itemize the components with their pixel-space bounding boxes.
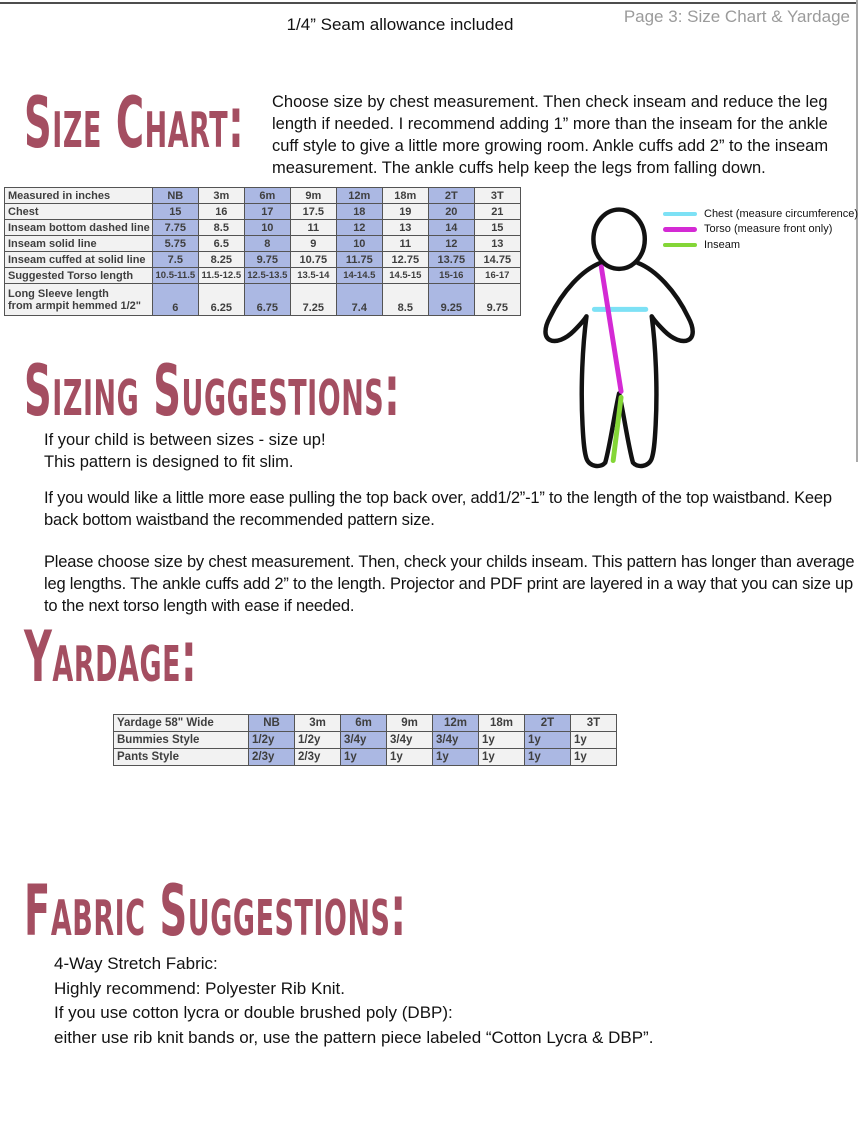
- chest-line-swatch: [663, 212, 697, 217]
- value-cell: 9.75: [244, 252, 290, 268]
- value-cell: 13: [474, 236, 520, 252]
- table-title-cell: Yardage 58" Wide: [114, 715, 249, 732]
- size-header-cell: 9m: [387, 715, 433, 732]
- value-cell: 13.75: [428, 252, 474, 268]
- value-cell: 1y: [479, 732, 525, 749]
- row-label-cell: Pants Style: [114, 749, 249, 766]
- table-row: [114, 732, 617, 749]
- value-cell: 1y: [525, 749, 571, 766]
- size-header-cell: 3m: [198, 188, 244, 204]
- size-header-cell: 18m: [382, 188, 428, 204]
- value-cell: 6: [152, 284, 198, 316]
- value-cell: 6.5: [198, 236, 244, 252]
- value-cell: 8.25: [198, 252, 244, 268]
- value-cell: 11: [382, 236, 428, 252]
- table-row: [5, 220, 521, 236]
- value-cell: 13.5-14: [290, 268, 336, 284]
- torso-line-swatch: [663, 227, 697, 232]
- value-cell: 9.25: [428, 284, 474, 316]
- fabric-suggestion-line: 4-Way Stretch Fabric:: [54, 954, 218, 973]
- size-header-cell: 12m: [433, 715, 479, 732]
- value-cell: 14.75: [474, 252, 520, 268]
- value-cell: 15-16: [428, 268, 474, 284]
- legend-label: Inseam: [704, 238, 741, 251]
- sizing-paragraph-choose: Please choose size by chest measurement. Then, check your childs inseam. This pattern has longer than average leg lengths. The ankle cuffs add 2” to the length. Projector and PDF print are layered in a way that you can size up to the next torso length with ease if needed.: [44, 553, 855, 615]
- value-cell: 7.75: [152, 220, 198, 236]
- sizing-tip-line-1: If your child is between sizes - size up!: [44, 431, 326, 449]
- legend-item-inseam: [663, 237, 858, 253]
- table-row: [5, 236, 521, 252]
- row-label-cell: Inseam bottom dashed line: [5, 220, 153, 236]
- value-cell: 18: [336, 204, 382, 220]
- value-cell: 12: [428, 236, 474, 252]
- size-header-cell: 3T: [474, 188, 520, 204]
- yardage-table: [113, 714, 617, 766]
- page-number-label: Page 3: Size Chart & Yardage: [623, 7, 850, 26]
- value-cell: 1y: [387, 749, 433, 766]
- value-cell: 10: [336, 236, 382, 252]
- size-header-cell: 12m: [336, 188, 382, 204]
- row-label-cell: Inseam solid line: [5, 236, 153, 252]
- value-cell: 1/2y: [249, 732, 295, 749]
- inseam-line-swatch: [663, 243, 697, 248]
- table-header-row: [114, 715, 617, 732]
- value-cell: 1/2y: [295, 732, 341, 749]
- table-header-row: [5, 188, 521, 204]
- legend-label: Torso (measure front only): [704, 223, 833, 236]
- size-header-cell: 3T: [571, 715, 617, 732]
- value-cell: 17.5: [290, 204, 336, 220]
- legend-item-torso: [663, 222, 858, 238]
- sizing-suggestions-heading: Sizing Suggestions:: [24, 350, 401, 432]
- size-header-cell: 18m: [479, 715, 525, 732]
- top-border-rule: [0, 2, 857, 4]
- size-chart-heading: Size Chart:: [24, 82, 245, 164]
- fabric-suggestion-line: either use rib knit bands or, use the pattern piece labeled “Cotton Lycra & DBP”.: [54, 1027, 654, 1047]
- diagram-legend: [663, 206, 858, 253]
- value-cell: 1y: [479, 749, 525, 766]
- value-cell: 20: [428, 204, 474, 220]
- value-cell: 8: [244, 236, 290, 252]
- size-header-cell: NB: [152, 188, 198, 204]
- value-cell: 15: [474, 220, 520, 236]
- row-label-cell: Inseam cuffed at solid line: [5, 252, 153, 268]
- size-header-cell: 2T: [525, 715, 571, 732]
- yardage-heading: Yardage:: [24, 616, 198, 698]
- row-label-cell: Bummies Style: [114, 732, 249, 749]
- figure-head: [593, 210, 644, 269]
- size-header-cell: 2T: [428, 188, 474, 204]
- size-header-cell: 9m: [290, 188, 336, 204]
- value-cell: 9: [290, 236, 336, 252]
- table-row: [5, 204, 521, 220]
- value-cell: 9.75: [474, 284, 520, 316]
- value-cell: 7.4: [336, 284, 382, 316]
- value-cell: 1y: [433, 749, 479, 766]
- value-cell: 2/3y: [249, 749, 295, 766]
- value-cell: 1y: [341, 749, 387, 766]
- size-header-cell: NB: [249, 715, 295, 732]
- value-cell: 14: [428, 220, 474, 236]
- row-label-cell: Suggested Torso length: [5, 268, 153, 284]
- value-cell: 21: [474, 204, 520, 220]
- table-row: [5, 252, 521, 268]
- value-cell: 1y: [571, 732, 617, 749]
- value-cell: 17: [244, 204, 290, 220]
- value-cell: 10: [244, 220, 290, 236]
- size-header-cell: 6m: [244, 188, 290, 204]
- sizing-paragraph-ease: If you would like a little more ease pulling the top back over, add1/2”-1” to the length of the top waistband. Keep back bottom waistband the recommended pattern size.: [44, 489, 832, 529]
- value-cell: 5.75: [152, 236, 198, 252]
- value-cell: 15: [152, 204, 198, 220]
- value-cell: 12.75: [382, 252, 428, 268]
- fabric-suggestion-line: Highly recommend: Polyester Rib Knit.: [54, 978, 346, 998]
- size-chart-intro: Choose size by chest measurement. Then check inseam and reduce the leg length if needed. I recommend adding 1” more than the inseam for the ankle cuff style to give a little more growing room. Ankle cuffs add 2” to the inseam measurement. The ankle cuffs help keep the legs from falling down.: [272, 93, 829, 177]
- size-header-cell: 3m: [295, 715, 341, 732]
- table-row: [5, 268, 521, 284]
- value-cell: 10.75: [290, 252, 336, 268]
- fabric-suggestions-text: [54, 952, 844, 1050]
- value-cell: 16-17: [474, 268, 520, 284]
- value-cell: 7.5: [152, 252, 198, 268]
- value-cell: 1y: [571, 749, 617, 766]
- value-cell: 3/4y: [341, 732, 387, 749]
- value-cell: 10.5-11.5: [152, 268, 198, 284]
- value-cell: 16: [198, 204, 244, 220]
- value-cell: 8.5: [198, 220, 244, 236]
- value-cell: 6.25: [198, 284, 244, 316]
- row-label-cell: Chest: [5, 204, 153, 220]
- value-cell: 11: [290, 220, 336, 236]
- row-label-cell: Long Sleeve length from armpit hemmed 1/2": [5, 284, 153, 316]
- value-cell: 19: [382, 204, 428, 220]
- legend-label: Chest (measure circumference): [704, 207, 859, 220]
- sizing-tip-line-2: This pattern is designed to fit slim.: [44, 453, 294, 471]
- value-cell: 8.5: [382, 284, 428, 316]
- value-cell: 6.75: [244, 284, 290, 316]
- value-cell: 1y: [525, 732, 571, 749]
- table-row: [114, 749, 617, 766]
- torso-measure-line: [601, 267, 621, 392]
- value-cell: 12: [336, 220, 382, 236]
- size-chart-table: [4, 187, 521, 316]
- value-cell: 11.75: [336, 252, 382, 268]
- value-cell: 2/3y: [295, 749, 341, 766]
- value-cell: 7.25: [290, 284, 336, 316]
- seam-allowance-note: 1/4” Seam allowance included: [286, 15, 514, 34]
- value-cell: 14-14.5: [336, 268, 382, 284]
- size-header-cell: 6m: [341, 715, 387, 732]
- value-cell: 12.5-13.5: [244, 268, 290, 284]
- fabric-suggestions-heading: Fabric Suggestions:: [24, 870, 407, 952]
- fabric-suggestion-line: If you use cotton lycra or double brushed poly (DBP):: [54, 1003, 453, 1022]
- value-cell: 3/4y: [433, 732, 479, 749]
- legend-item-chest: [663, 206, 858, 222]
- table-row: [5, 284, 521, 316]
- table-title-cell: Measured in inches: [5, 188, 153, 204]
- value-cell: 3/4y: [387, 732, 433, 749]
- sizing-tip-lines: [44, 429, 856, 473]
- value-cell: 14.5-15: [382, 268, 428, 284]
- value-cell: 11.5-12.5: [198, 268, 244, 284]
- value-cell: 13: [382, 220, 428, 236]
